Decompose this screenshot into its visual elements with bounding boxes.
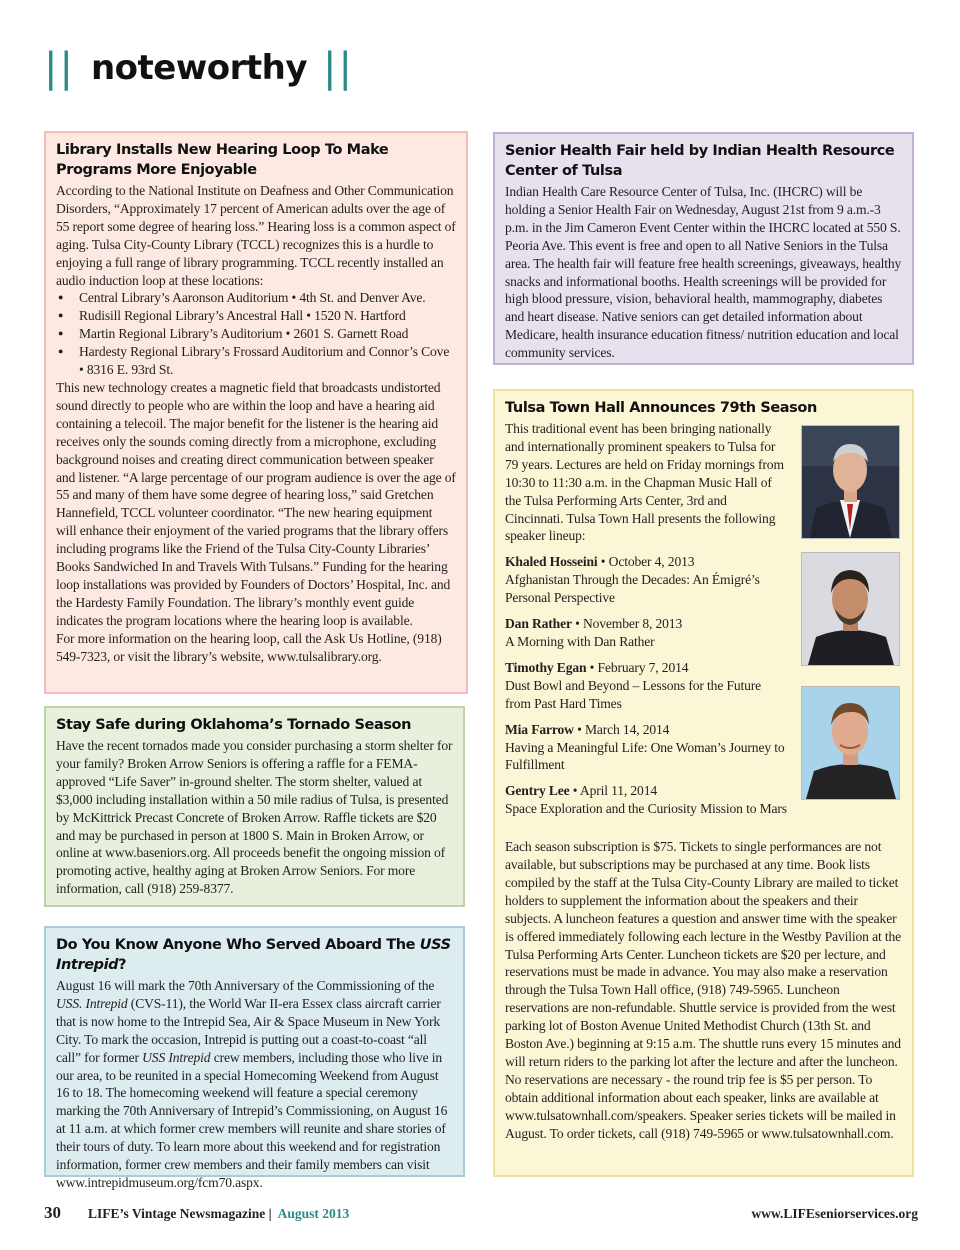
- list-item: ● Martin Regional Library’s Auditorium • 2601 S. Garnett Road: [56, 325, 456, 343]
- speaker-lecture-title: Having a Meaningful Life: One Woman’s Journey to Fulfillment: [505, 739, 785, 773]
- speaker-photo-3: [801, 686, 900, 800]
- page-footer: [44, 1203, 918, 1225]
- section-title: noteworthy: [90, 48, 307, 88]
- speaker-date: • April 11, 2014: [569, 783, 657, 799]
- intrepid-text-3: crew members, including those who live in our area, to be reunited in a special Homecoming Weekend from August 16 to 18. The homecoming weekend will feature a special ceremony marking the 70th Anniversary of Intrepid’s Commissioning, on August 16 at 11 a.m. at which former crew members will reunite and share stories of their tours of duty. To learn more about this weekend and for registration information, former crew members and their family members can visit www.intrepidmuseum.org/fcm70.aspx.: [56, 1049, 448, 1190]
- storm-heading: Stay Safe during Oklahoma’s Tornado Season: [56, 717, 412, 733]
- speaker-date: • October 4, 2013: [597, 554, 695, 570]
- speaker-photo-1: [801, 425, 900, 539]
- speaker-entry: [505, 659, 787, 713]
- intrepid-body: [56, 977, 453, 1192]
- speaker-lecture-title: A Morning with Dan Rather: [505, 633, 655, 649]
- intrepid-ship-name: USS. Intrepid: [56, 995, 128, 1011]
- list-item: ● Central Library’s Aaronson Auditorium • 4th St. and Denver Ave.: [56, 289, 456, 307]
- speaker-entry: [505, 553, 787, 607]
- town-hall-intro: This traditional event has been bringing nationally and internationally prominent speakers to Tulsa for 79 years. Lectures are held on Friday mornings from 10:30 to 11:30 a.m. in the Chapman Music Hall of the Tulsa Performing Arts Center, 3rd and Cincinnati. Tulsa Town Hall presents the following speaker lineup:: [505, 421, 784, 544]
- speaker-entry: [505, 615, 787, 651]
- speaker-entry: [505, 721, 787, 775]
- header-bars-left: ||: [44, 45, 75, 91]
- speaker-date: • November 8, 2013: [571, 616, 683, 632]
- speaker-lecture-title: Dust Bowl and Beyond – Lessons for the Future from Past Hard Times: [505, 677, 762, 711]
- page-header: [44, 38, 354, 98]
- intrepid-heading-ship: USS Intrepid: [56, 937, 451, 973]
- town-hall-heading: Tulsa Town Hall Announces 79th Season: [505, 400, 817, 416]
- intrepid-heading: [56, 935, 453, 975]
- library-heading: Library Installs New Hearing Loop To Make Programs More Enjoyable: [56, 142, 389, 178]
- speaker-name: Dan Rather: [505, 616, 572, 632]
- speaker-name: Timothy Egan: [505, 659, 587, 675]
- library-contact: For more information on the hearing loop, call the Ask Us Hotline, (918) 549-7323, or visit the library’s website, www.tulsalibrary.org.: [56, 630, 442, 664]
- speaker-lecture-title: Afghanistan Through the Decades: An Émigré’s Personal Perspective: [505, 572, 760, 606]
- intrepid-text-2: (CVS-11), the World War II-era Essex class aircraft carrier that is now home to the Intrepid Sea, Air & Space Museum in New York City. To mark the occasion, Intrepid is putting out a coast-to-coast “all call” for former: [56, 995, 441, 1065]
- intrepid-heading-mark: ?: [118, 957, 127, 973]
- fair-body: Indian Health Care Resource Center of Tulsa, Inc. (IHCRC) will be holding a Senior Health Fair on Wednesday, August 21st from 9 a.m.-3 p.m. in the Jim Cameron Event Center within the IHCRC located at 550 S. Peoria Ave. This event is free and open to all Native Seniors in the Tulsa area. The health fair will feature free health screenings, giveaways, healthy snacks and informational booths. Health screenings will be provided for high blood pressure, vision, behavioral health, mammography, diabetes and heart disease. Native seniors can get detailed information about Medicare, health insurance education fitness/ nutrition education and local community services.: [505, 184, 902, 361]
- library-location-list: [56, 289, 456, 379]
- health-fair-article: [493, 132, 914, 365]
- intrepid-text-1: August 16 will mark the 70th Anniversary of the Commissioning of the: [56, 978, 435, 993]
- library-body: This new technology creates a magnetic field that broadcasts undistorted sound directly to people who are within the loop and have a hearing aid containing a telecoil. The major benefit for the listener is the hearing aid receives only the sounds coming directly from a microphone, excluding background noises and creating direct communication between speaker and listener. “A large percentage of our program audience is over the age of 55 and many of them have some degree of hearing loss,” said Gretchen Hannefield, TCCL volunteer coordinator. “The new hearing equipment will enhance their enjoyment of the varied programs that the library offers including programs like the Friend of the Tulsa City-County Libraries’ Books Sandwiched In and Travels With Tulsans.” Funding for the hearing loop installations was provided by Founders of Doctors’ Hospital, Inc. and the Hardesty Family Foundation. The library’s monthly event guide indicates the program locations where the hearing loop is available.: [56, 379, 456, 628]
- town-hall-body: Each season subscription is $75. Tickets to single performances are not available, but subscriptions may be purchased at any time. Book lists compiled by the staff at the Tulsa City-County Library are mailed to ticket holders to supplement the information about the speakers and their subjects. A luncheon features a question and answer time with the speaker is offered immediately following each lecture in the Westby Pavilion at the Tulsa Performing Arts Center. Luncheon tickets are $20 per lecture, and reservations must be made in advance. You may also make a reservation through the Tulsa Town Hall office, (918) 749-5965. Luncheon reservations are non-refundable. Shuttle service is provided from the west parking lot of Boston Avenue United Methodist Church (13th St. and Boston Ave.) beginning at 9:15 a.m. The shuttle runs every 15 minutes and will return riders to the parking lot after the lecture and after the luncheon. No reservations are necessary - the round trip fee is $5 per person. To obtain additional information about each speaker, links are available at www.tulsatownhall.com/speakers. Speaker series tickets will be mailed in August. To order tickets, call (918) 749-5965 or www.tulsatownhall.com.: [505, 839, 901, 1141]
- intrepid-heading-text: Do You Know Anyone Who Served Aboard The: [56, 937, 420, 953]
- intrepid-article: [44, 926, 465, 1190]
- speaker-photo-2: [801, 552, 900, 666]
- storm-article: [44, 706, 465, 907]
- library-article: [44, 131, 468, 694]
- speaker-date: • March 14, 2014: [573, 721, 670, 737]
- town-hall-article: [493, 389, 914, 1177]
- footer-website: www.LIFEseniorservices.org: [751, 1206, 918, 1221]
- speaker-name: Khaled Hosseini: [505, 554, 598, 570]
- fair-heading: Senior Health Fair held by Indian Health Resource Center of Tulsa: [505, 143, 895, 179]
- speaker-date: • February 7, 2014: [586, 659, 689, 675]
- magazine-name: LIFE’s Vintage Newsmagazine |: [88, 1206, 272, 1221]
- speaker-entry: [505, 782, 787, 818]
- page-number: 30: [44, 1203, 61, 1222]
- speaker-name: Gentry Lee: [505, 783, 570, 799]
- header-bars-right: ||: [323, 45, 354, 91]
- list-item: ● Hardesty Regional Library’s Frossard Auditorium and Connor’s Cove • 8316 E. 93rd St.: [56, 343, 456, 379]
- speaker-column: [505, 420, 787, 818]
- storm-body: Have the recent tornados made you consider purchasing a storm shelter for your family? Broken Arrow Seniors is offering a raffle for a FEMA-approved “Life Saver” in-ground shelter. The storm shelter, valued at $3,000 including installation within a 50 mile radius of Tulsa, is presented by McKittrick Precast Concrete of Broken Arrow. Raffle tickets are $20 and may be purchased in person at 1800 S. Main in Broken Arrow, or online at www.baseniors.org. All proceeds benefit the ongoing mission of promoting active, healthy aging at Broken Arrow Seniors. For more information, call (918) 259-8377.: [56, 738, 453, 897]
- speaker-lecture-title: Space Exploration and the Curiosity Mission to Mars: [505, 801, 787, 817]
- issue-month: August 2013: [277, 1206, 350, 1221]
- library-intro: According to the National Institute on Deafness and Other Communication Disorders, “Approximately 17 percent of American adults over the age of 55 report some degree of hearing loss.” Hearing loss is a common aspect of aging. Tulsa City-County Library (TCCL) recognizes this is a hurdle to enjoying a full range of library programming. TCCL recently installed an audio induction loop at these locations:: [56, 183, 456, 288]
- speaker-name: Mia Farrow: [505, 721, 574, 737]
- intrepid-ship-name-2: USS Intrepid: [142, 1049, 211, 1065]
- list-item: ● Rudisill Regional Library’s Ancestral Hall • 1520 N. Hartford: [56, 307, 456, 325]
